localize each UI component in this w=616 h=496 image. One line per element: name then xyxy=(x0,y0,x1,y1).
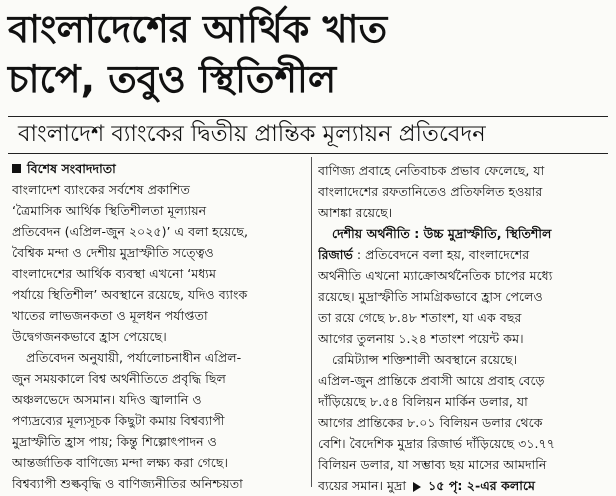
right-paragraph-3 xyxy=(318,349,610,496)
text-line: বৈশ্বিক মন্দা ও দেশীয় মুদ্রাস্ফীতি সত্ত্বেও xyxy=(12,245,214,260)
text-line xyxy=(318,244,610,265)
text-line: রয়েছে। মুদ্রাস্ফীতি সামগ্রিকভাবে হ্রাস পেলেও xyxy=(318,289,543,304)
text-line: পর্যায়ে স্থিতিশীল’ অবস্থানে রয়েছে, যদিও ব্যাংক xyxy=(12,287,248,302)
section-text-start: : প্রতিবেদনে বলা হয়, বাংলাদেশের xyxy=(356,247,530,262)
text-line: খাতের লাভজনকতা ও মূলধন পর্যাপ্ততা xyxy=(12,308,208,323)
text-line: বাংলাদেশ ব্যাংকের সর্বশেষ প্রকাশিত xyxy=(12,182,190,197)
text-line: এপ্রিল-জুন প্রান্তিকে প্রবাসী আয়ে প্রবাহ বেড়ে xyxy=(318,373,545,388)
text-line: দাঁড়িয়েছে ৮.৫৪ বিলিয়ন মার্কিন ডলার, যা xyxy=(318,394,528,409)
continuation-link[interactable]: ১৫ পৃ: ২-এর কলামে xyxy=(428,478,536,493)
left-paragraph-2 xyxy=(12,347,306,494)
text-line: আগের তুলনায় ১.২৪ শতাংশ পয়েন্ট কম। xyxy=(318,331,524,346)
headline-divider xyxy=(8,116,608,117)
headline-line-2: চাপে, তবুও স্থিতিশীল xyxy=(8,57,337,101)
square-bullet-icon xyxy=(12,164,21,173)
text-line: তা রয়ে গেছে ৮.৪৮ শতাংশ, যা এক বছর xyxy=(318,310,522,325)
text-line: বাংলাদেশের রফতানিতেও প্রতিফলিত হওয়ার xyxy=(318,184,543,199)
last-line-text: ব্যয়ের সমান। মুদ্রা xyxy=(318,478,407,493)
text-line: আশঙ্কা রয়েছে। xyxy=(318,205,393,220)
text-line: বাণিজ্য প্রবাহে নেতিবাচক প্রভাব ফেলেছে, যা xyxy=(318,163,545,178)
text-line: অর্থনীতি এখনো ম্যাক্রোঅর্থনৈতিক চাপের মধ্যে xyxy=(318,268,553,283)
text-line: বাংলাদেশের আর্থিক ব্যবস্থা এখনো ‘মধ্যম xyxy=(12,266,216,281)
text-line: পণ্যদ্রব্যের মূল্যসূচক কিছুটা কমায় বিশ্বব্যাপী xyxy=(12,413,225,428)
column-divider xyxy=(311,157,312,487)
left-column xyxy=(12,157,306,494)
left-paragraph-1 xyxy=(12,179,306,347)
text-line: প্রতিবেদন অনুযায়ী, পর্যালোচনাধীন এপ্রিল- xyxy=(26,350,242,365)
text-line: উদ্বেগজনকভাবে হ্রাস পেয়েছে। xyxy=(12,329,167,344)
text-line: বিলিয়ন ডলার, যা সম্ভাব্য ছয় মাসের আমদানি xyxy=(318,457,547,472)
text-line xyxy=(318,475,610,496)
headline-line-1: বাংলাদেশের আর্থিক খাত xyxy=(8,7,388,51)
text-line: রেমিট্যান্স শক্তিশালী অবস্থানে রয়েছে। xyxy=(332,352,518,367)
text-line: আন্তর্জাতিক বাণিজ্যে মন্দা লক্ষ্য করা গেছে। xyxy=(12,455,228,470)
arrow-right-icon xyxy=(413,482,421,492)
text-line: অঞ্চলভেদে অসমান। যদিও জ্বালানি ও xyxy=(12,392,202,407)
text-line: বিশ্বব্যাপী শুল্কবৃদ্ধি ও বাণিজ্যনীতির অনিশ্চয়তা xyxy=(12,476,243,491)
text-line: মুদ্রাস্ফীতি হ্রাস পায়; কিন্তু শিল্পোৎপাদন ও xyxy=(12,434,217,449)
text-line: প্রতিবেদন (এপ্রিল-জুন ২০২৫)’ এ বলা হয়েছে, xyxy=(12,224,248,239)
text-line: বেশি। বৈদেশিক মুদ্রার রিজার্ভ দাঁড়িয়েছে ৩১.৭৭ xyxy=(318,436,555,451)
right-section xyxy=(318,223,610,349)
byline xyxy=(12,157,306,179)
right-column xyxy=(318,160,610,496)
right-paragraph-1 xyxy=(318,160,610,223)
byline-text: বিশেষ সংবাদদাতা xyxy=(27,160,116,176)
text-line: আগের প্রান্তিকের ৮.০১ বিলিয়ন ডলার থেকে xyxy=(318,415,543,430)
subheadline: বাংলাদেশ ব্যাংকের দ্বিতীয় প্রান্তিক মূল্যায়ন প্রতিবেদন xyxy=(18,121,486,147)
text-line: ‘ত্রৈমাসিক আর্থিক স্থিতিশীলতা মূল্যায়ন xyxy=(12,203,207,218)
section-heading-continued: রিজার্ভ xyxy=(318,247,353,262)
text-line: জুন সময়কালে বিশ্ব অর্থনীতিতে প্রবৃদ্ধি ছিল xyxy=(12,371,226,386)
subheadline-divider xyxy=(8,153,608,154)
section-heading: দেশীয় অর্থনীতি : উচ্চ মুদ্রাস্ফীতি, স্থিতিশীল xyxy=(332,226,552,241)
headline xyxy=(8,4,608,104)
